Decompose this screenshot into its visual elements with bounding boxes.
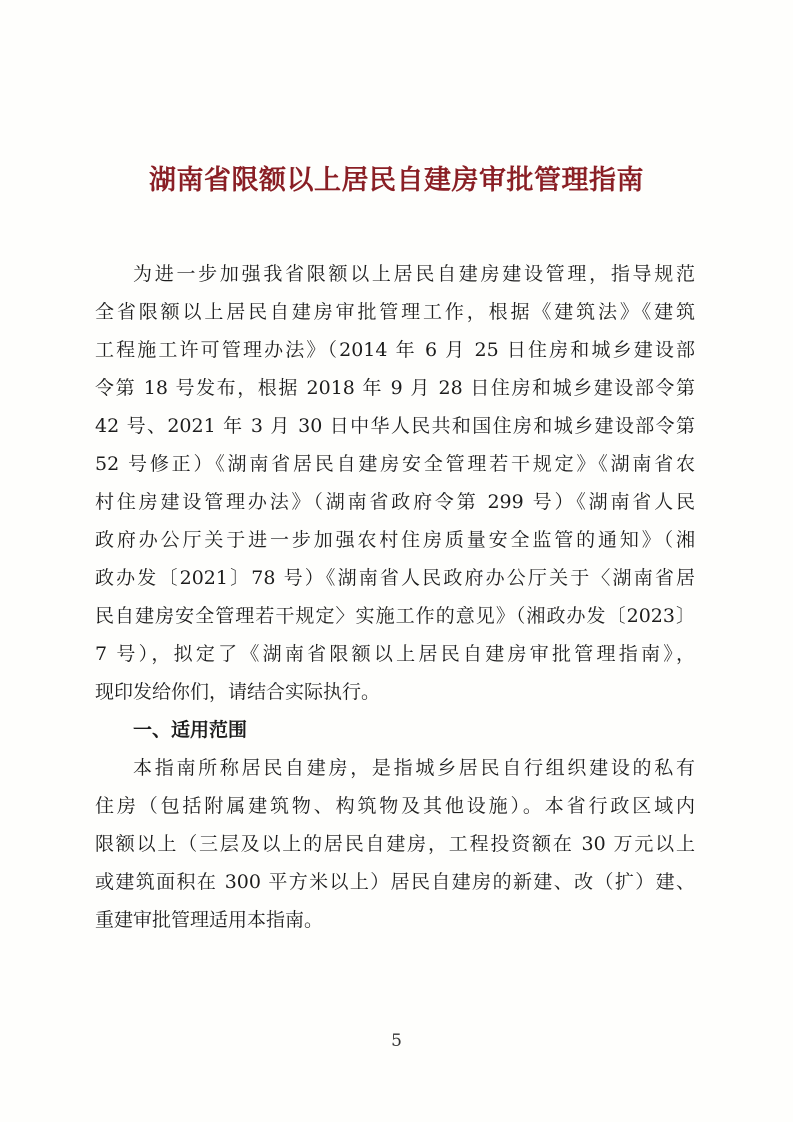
section1-line-4: 或建筑面积在 300 平方米以上）居民自建房的新建、改（扩）建、 [95, 871, 695, 893]
document-title: 湖南省限额以上居民自建房审批管理指南 [149, 165, 644, 196]
intro-line-12: 现印发给你们，请结合实际执行。 [95, 681, 381, 703]
section1-line-5: 重建审批管理适用本指南。 [95, 909, 324, 931]
intro-line-1: 为进一步加强我省限额以上居民自建房建设管理，指导规范 [133, 263, 695, 285]
section1-line-2: 住房（包括附属建筑物、构筑物及其他设施）。本省行政区域内 [95, 795, 695, 817]
intro-line-2: 全省限额以上居民自建房审批管理工作，根据《建筑法》《建筑 [95, 301, 695, 323]
intro-line-10: 民自建房安全管理若干规定〉实施工作的意见》（湘政办发〔2023〕 [95, 605, 695, 627]
intro-line-6: 52 号修正）《湖南省居民自建房安全管理若干规定》《湖南省农 [95, 453, 695, 475]
intro-line-3: 工程施工许可管理办法》（2014 年 6 月 25 日住房和城乡建设部 [95, 339, 695, 361]
section1-line-1: 本指南所称居民自建房，是指城乡居民自行组织建设的私有 [133, 757, 695, 779]
intro-line-4: 令第 18 号发布，根据 2018 年 9 月 28 日住房和城乡建设部令第 [95, 377, 695, 399]
intro-line-8: 政府办公厅关于进一步加强农村住房质量安全监管的通知》（湘 [95, 529, 695, 551]
intro-line-5: 42 号、2021 年 3 月 30 日中华人民共和国住房和城乡建设部令第 [95, 415, 695, 437]
intro-line-11: 7 号），拟定了《湖南省限额以上居民自建房审批管理指南》， [95, 643, 695, 665]
intro-line-9: 政办发〔2021〕78 号）《湖南省人民政府办公厅关于〈湖南省居 [95, 567, 695, 589]
page-number: 5 [391, 1031, 402, 1051]
section1-line-3: 限额以上（三层及以上的居民自建房，工程投资额在 30 万元以上 [95, 833, 695, 855]
section-heading-scope: 一、适用范围 [133, 719, 248, 741]
intro-line-7: 村住房建设管理办法》（湖南省政府令第 299 号）《湖南省人民 [95, 491, 695, 513]
